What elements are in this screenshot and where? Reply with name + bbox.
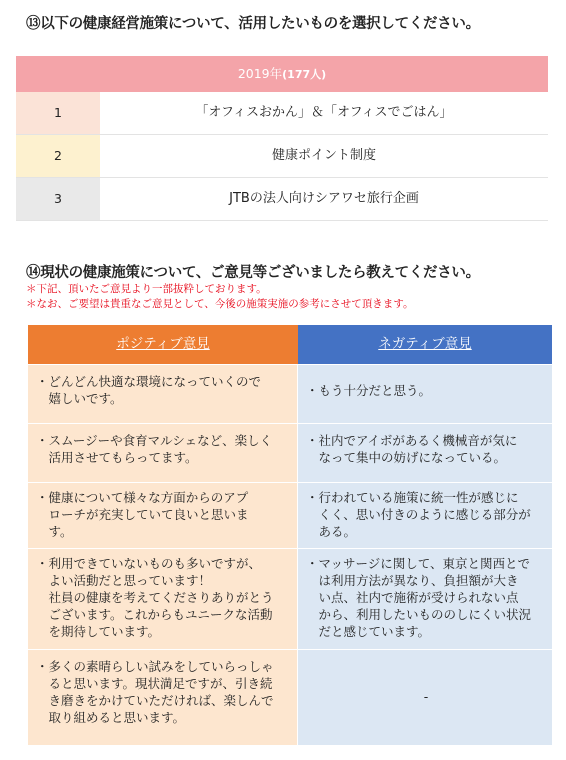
ranking-table <box>16 56 548 221</box>
note-excerpt: ＊下記、頂いたご意見より一部抜粋しております。 <box>26 283 267 295</box>
positive-opinion: ・利用できていないものも多いですが、 よい活動だと思っています！ 社員の健康を考えてくださりありがとう ございます。これからもユニークな活動 を期待しています。 <box>28 549 297 649</box>
negative-opinion: ・マッサージに関して、東京と関西とで は利用方法が異なり、負担額が大き い点、社内で施術が受けられない点 から、利用したいもののしにくい状況 だと感じています。 <box>298 549 552 649</box>
positive-opinion: ・スムージーや食育マルシェなど、楽しく 活用させてもらってます。 <box>28 424 297 482</box>
question-13-title: ⑬以下の健康経営施策について、活用したいものを選択してください。 <box>26 16 480 32</box>
ranking-row-3 <box>16 178 548 221</box>
year-label: 2019年 <box>237 66 283 81</box>
ranking-row-1 <box>16 92 548 135</box>
positive-opinion: ・健康について様々な方面からのアプ ローチが充実していて良いと思いま す。 <box>28 483 297 548</box>
rank-number: 1 <box>16 92 100 134</box>
rank-number: 3 <box>16 178 100 220</box>
negative-opinion: ・もう十分だと思う。 <box>298 365 552 423</box>
rank-number: 2 <box>16 135 100 177</box>
positive-opinion: ・多くの素晴らしい試みをしていらっしゃ ると思います。現状満足ですが、引き続 き磨きをかけていただければ、楽しんで 取り組めると思います。 <box>28 650 297 745</box>
negative-opinion: - <box>298 650 552 745</box>
positive-opinions-header: ポジティブ意見 <box>28 325 298 364</box>
opinions-table <box>28 325 552 745</box>
ranking-row-2 <box>16 135 548 178</box>
ranking-table-header <box>16 56 548 92</box>
note-requests: ＊なお、ご要望は貴重なご意見として、今後の施策実施の参考にさせて頂きます。 <box>26 298 414 310</box>
rank-label: 健康ポイント制度 <box>271 148 376 163</box>
negative-opinion: ・社内でアイボがあるく機械音が気に なって集中の妨げになっている。 <box>298 424 552 482</box>
negative-opinions-header: ネガティブ意見 <box>298 325 552 364</box>
respondent-count: (177人) <box>282 68 327 81</box>
positive-opinion: ・どんどん快適な環境になっていくので 嬉しいです。 <box>28 365 297 423</box>
rank-label: JTBの法人向けシアワセ旅行企画 <box>229 191 419 206</box>
rank-label: 「オフィスおかん」＆「オフィスでごはん」 <box>195 105 453 120</box>
negative-opinion: ・行われている施策に統一性が感じに くく、思い付きのように感じる部分が ある。 <box>298 483 552 548</box>
question-14-title: ⑭現状の健康施策について、ご意見等ございましたら教えてください。 <box>26 265 480 281</box>
